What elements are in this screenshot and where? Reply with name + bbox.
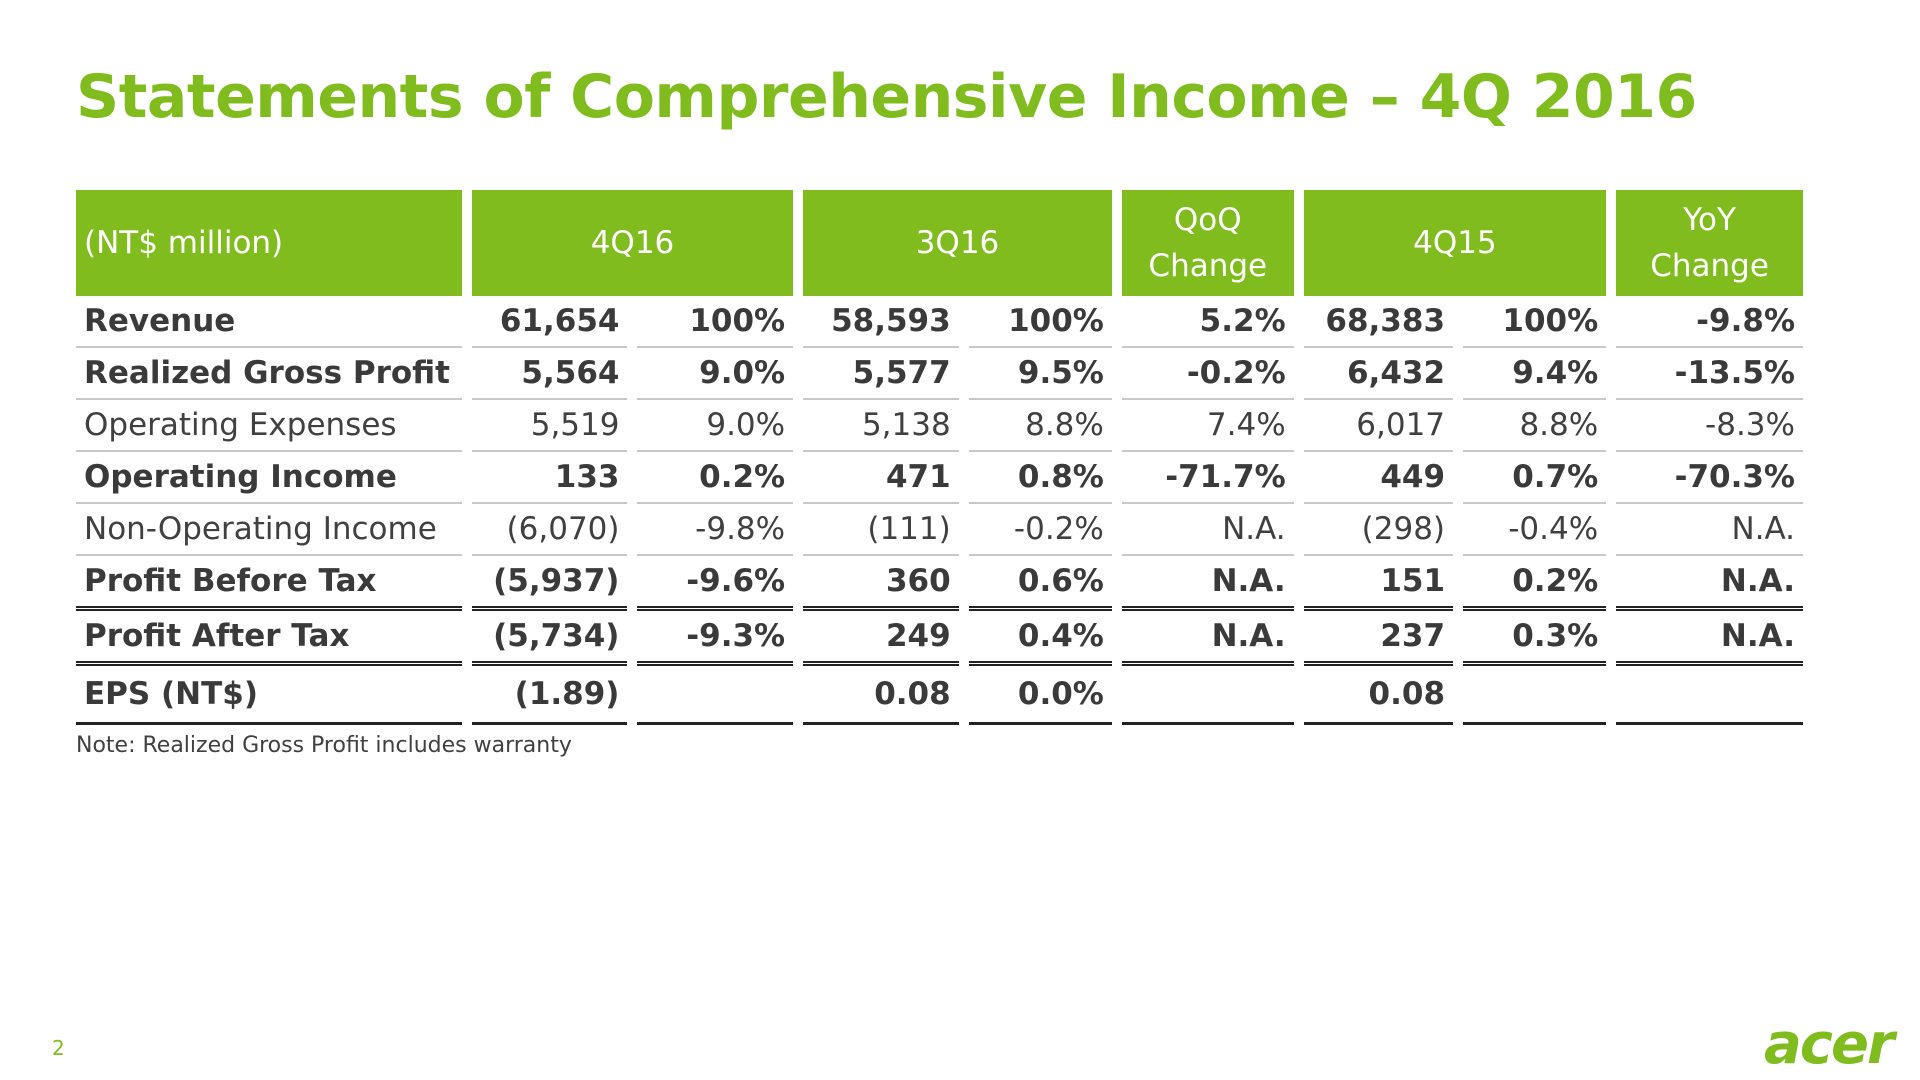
cell-qoq — [1122, 666, 1294, 725]
page-title: Statements of Comprehensive Income – 4Q 2016 — [76, 62, 1697, 132]
cell-4q15-pct: -0.4% — [1463, 504, 1606, 556]
cell-4q16-pct: -9.6% — [637, 556, 793, 611]
cell-3q16-value: 249 — [803, 611, 959, 666]
cell-4q15-pct: 100% — [1463, 296, 1606, 348]
table-row-operating-income — [76, 452, 1803, 504]
acer-logo: acer — [1764, 1012, 1893, 1077]
cell-4q16-pct: 100% — [637, 296, 793, 348]
table-row-realized-gross-profit — [76, 348, 1803, 400]
cell-yoy: N.A. — [1616, 504, 1803, 556]
header-4q15: 4Q15 — [1304, 190, 1607, 296]
table-row-revenue — [76, 296, 1803, 348]
page-number: 2 — [52, 1036, 65, 1060]
cell-yoy: -70.3% — [1616, 452, 1803, 504]
table-row-profit-before-tax — [76, 556, 1803, 611]
cell-qoq: N.A. — [1122, 611, 1294, 666]
header-qoq-line1: QoQ — [1173, 201, 1242, 238]
header-4q16: 4Q16 — [472, 190, 793, 296]
cell-4q15-pct: 9.4% — [1463, 348, 1606, 400]
footnote: Note: Realized Gross Profit includes warranty — [76, 733, 572, 758]
cell-yoy: -13.5% — [1616, 348, 1803, 400]
row-label: Operating Expenses — [76, 400, 462, 452]
cell-yoy: -9.8% — [1616, 296, 1803, 348]
cell-3q16-value: 471 — [803, 452, 959, 504]
table-header-row — [76, 190, 1803, 296]
cell-3q16-value: (111) — [803, 504, 959, 556]
header-yoy-line2: Change — [1650, 248, 1769, 284]
cell-4q16-value: 61,654 — [472, 296, 628, 348]
header-qoq-change — [1122, 190, 1294, 296]
cell-4q16-pct: -9.8% — [637, 504, 793, 556]
cell-3q16-value: 0.08 — [803, 666, 959, 725]
cell-4q15-pct: 0.3% — [1463, 611, 1606, 666]
cell-3q16-pct: 0.8% — [969, 452, 1112, 504]
cell-3q16-pct: 0.0% — [969, 666, 1112, 725]
cell-3q16-pct: 0.4% — [969, 611, 1112, 666]
row-label: Non-Operating Income — [76, 504, 462, 556]
cell-3q16-pct: 100% — [969, 296, 1112, 348]
cell-4q16-pct — [637, 666, 793, 725]
table-row-eps — [76, 666, 1803, 725]
cell-3q16-pct: 0.6% — [969, 556, 1112, 611]
cell-4q16-value: (1.89) — [472, 666, 628, 725]
cell-qoq: 7.4% — [1122, 400, 1294, 452]
cell-qoq: N.A. — [1122, 556, 1294, 611]
cell-4q15-value: 0.08 — [1304, 666, 1453, 725]
cell-4q15-value: 151 — [1304, 556, 1453, 611]
cell-4q16-value: (5,734) — [472, 611, 628, 666]
cell-4q15-value: 6,432 — [1304, 348, 1453, 400]
header-3q16: 3Q16 — [803, 190, 1112, 296]
header-qoq-line2: Change — [1148, 248, 1268, 284]
table-row-profit-after-tax — [76, 611, 1803, 666]
header-yoy-line1: YoY — [1683, 201, 1736, 238]
cell-4q16-value: 5,519 — [472, 400, 628, 452]
row-label: EPS (NT$) — [76, 666, 462, 725]
row-label: Realized Gross Profit — [76, 348, 462, 400]
cell-yoy — [1616, 666, 1803, 725]
cell-4q15-pct: 0.7% — [1463, 452, 1606, 504]
row-label: Revenue — [76, 296, 462, 348]
cell-3q16-value: 58,593 — [803, 296, 959, 348]
cell-4q15-value: 449 — [1304, 452, 1453, 504]
header-unit: (NT$ million) — [76, 190, 462, 296]
row-label: Operating Income — [76, 452, 462, 504]
cell-4q15-value: 68,383 — [1304, 296, 1453, 348]
cell-4q16-pct: 0.2% — [637, 452, 793, 504]
cell-3q16-value: 360 — [803, 556, 959, 611]
cell-4q16-value: 133 — [472, 452, 628, 504]
cell-4q16-pct: 9.0% — [637, 400, 793, 452]
cell-yoy: N.A. — [1616, 556, 1803, 611]
table-row-non-operating-income — [76, 504, 1803, 556]
cell-4q15-value: 6,017 — [1304, 400, 1453, 452]
cell-qoq: -71.7% — [1122, 452, 1294, 504]
cell-4q15-value: 237 — [1304, 611, 1453, 666]
cell-4q16-value: 5,564 — [472, 348, 628, 400]
cell-3q16-value: 5,577 — [803, 348, 959, 400]
cell-3q16-pct: 8.8% — [969, 400, 1112, 452]
cell-4q16-pct: 9.0% — [637, 348, 793, 400]
cell-yoy: N.A. — [1616, 611, 1803, 666]
cell-3q16-pct: 9.5% — [969, 348, 1112, 400]
header-yoy-change — [1616, 190, 1803, 296]
income-statement-table — [66, 190, 1813, 725]
cell-4q16-value: (5,937) — [472, 556, 628, 611]
cell-3q16-value: 5,138 — [803, 400, 959, 452]
cell-4q16-pct: -9.3% — [637, 611, 793, 666]
row-label: Profit After Tax — [76, 611, 462, 666]
cell-qoq: N.A. — [1122, 504, 1294, 556]
row-label: Profit Before Tax — [76, 556, 462, 611]
cell-qoq: 5.2% — [1122, 296, 1294, 348]
cell-4q15-pct — [1463, 666, 1606, 725]
cell-3q16-pct: -0.2% — [969, 504, 1112, 556]
cell-4q15-pct: 0.2% — [1463, 556, 1606, 611]
cell-4q16-value: (6,070) — [472, 504, 628, 556]
cell-yoy: -8.3% — [1616, 400, 1803, 452]
cell-4q15-value: (298) — [1304, 504, 1453, 556]
table-row-operating-expenses — [76, 400, 1803, 452]
cell-4q15-pct: 8.8% — [1463, 400, 1606, 452]
cell-qoq: -0.2% — [1122, 348, 1294, 400]
